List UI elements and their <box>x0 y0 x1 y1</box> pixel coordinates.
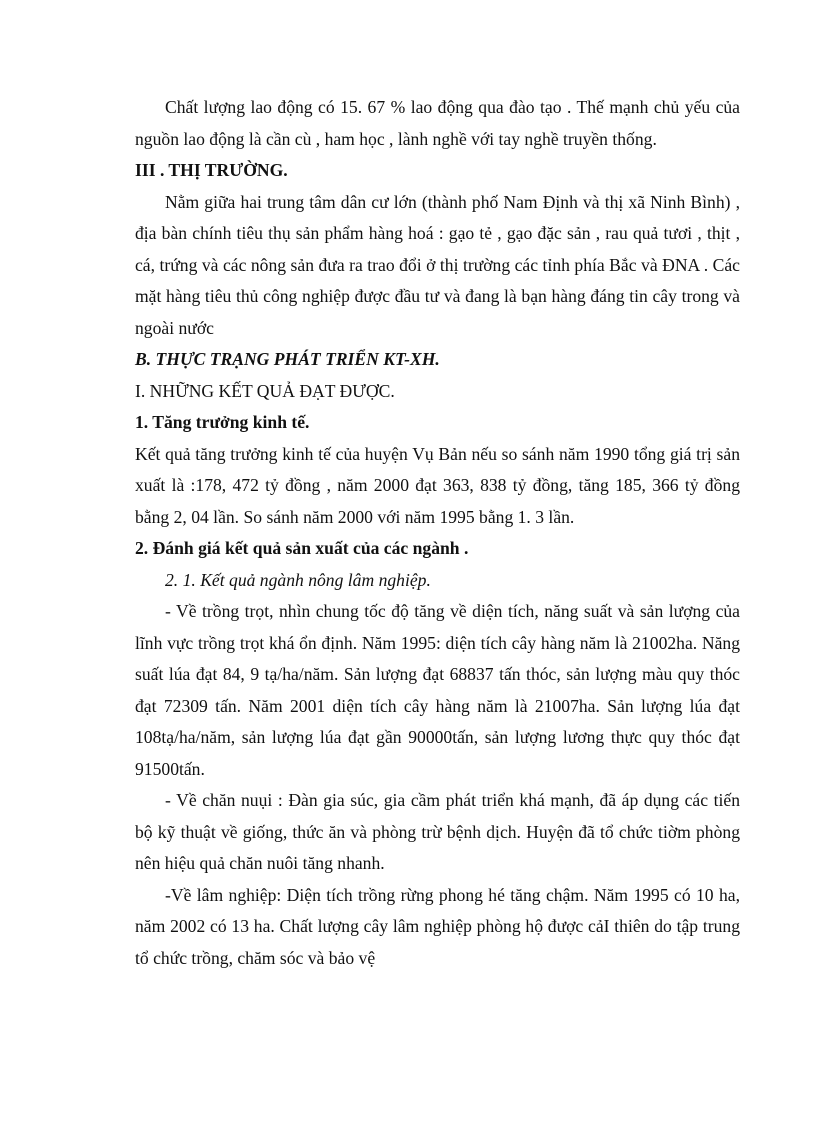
heading-market: III . THỊ TRƯỜNG. <box>135 160 288 180</box>
paragraph-cultivation: - Về trồng trọt, nhìn chung tốc độ tăng về diện tích, năng suất và sản lượng của lĩnh vực trồng trọt khá ổn định. Năm 1995: diện tích cây hàng năm là 21002ha. Năng suất lúa đạt 84, 9 tạ/ha/năm. Sản lượng đạt 68837 tấn thóc, sản lượng màu quy thóc đạt 72309 tấn. Năm 2001 diện tích cây hàng năm là 21007ha. Sản lượng lúa đạt 108tạ/ha/năm, sản lượng lúa đạt gần 90000tấn, sản lượng lương thực quy thóc đạt 91500tấn. <box>135 601 740 779</box>
paragraph-economic-growth: Kết quả tăng trưởng kinh tế của huyện Vụ Bản nếu so sánh năm 1990 tổng giá trị sản xuất là :178, 472 tỷ đồng , năm 2000 đạt 363, 838 tỷ đồng, tăng 185, 366 tỷ đồng bằng 2, 04 lần. So sánh năm 2000 với năm 1995 bằng 1. 3 lần. <box>135 443 740 527</box>
heading-achievements: I. NHỮNG KẾT QUẢ ĐẠT ĐƯỢC. <box>135 380 395 401</box>
heading-socioeconomic-status: B. THỰC TRẠNG PHÁT TRIỂN KT-XH. <box>135 349 440 369</box>
heading-agriculture-forestry: 2. 1. Kết quả ngành nông lâm nghiệp. <box>165 569 431 590</box>
document-page <box>135 92 740 974</box>
heading-sector-evaluation: 2. Đánh giá kết quả sản xuất của các ngành . <box>135 538 469 558</box>
heading-economic-growth: 1. Tăng trưởng kinh tế. <box>135 412 310 432</box>
paragraph-market: Nằm giữa hai trung tâm dân cư lớn (thành phố Nam Định và thị xã Ninh Bình) , địa bàn chính tiêu thụ sản phẩm hàng hoá : gạo tẻ , gạo đặc sản , rau quả tươi , thịt , cá, trứng và các nông sản đưa ra trao đổi ở thị trường các tỉnh phía Bắc và ĐNA . Các mặt hàng tiêu thủ công nghiệp được đầu tư và đang là bạn hàng đáng tin cây trong và ngoài nước <box>135 191 740 338</box>
paragraph-labor-quality: Chất lượng lao động có 15. 67 % lao động qua đào tạo . Thế mạnh chủ yếu của nguồn lao động là cần cù , ham học , lành nghề với tay nghề truyền thống. <box>135 97 740 149</box>
paragraph-forestry: -Về lâm nghiệp: Diện tích trồng rừng phong hé tăng chậm. Năm 1995 có 10 ha, năm 2002 có 13 ha. Chất lượng cây lâm nghiệp phòng hộ được cảI thiên do tập trung tổ chức trồng, chăm sóc và bảo vệ <box>135 884 740 968</box>
paragraph-livestock: - Về chăn nuụi : Đàn gia súc, gia cầm phát triển khá mạnh, đã áp dụng các tiến bộ kỹ thuật về giống, thức ăn và phòng trừ bệnh dịch. Huyện đã tổ chức tiờm phòng nên hiệu quả chăn nuôi tăng nhanh. <box>135 790 740 873</box>
